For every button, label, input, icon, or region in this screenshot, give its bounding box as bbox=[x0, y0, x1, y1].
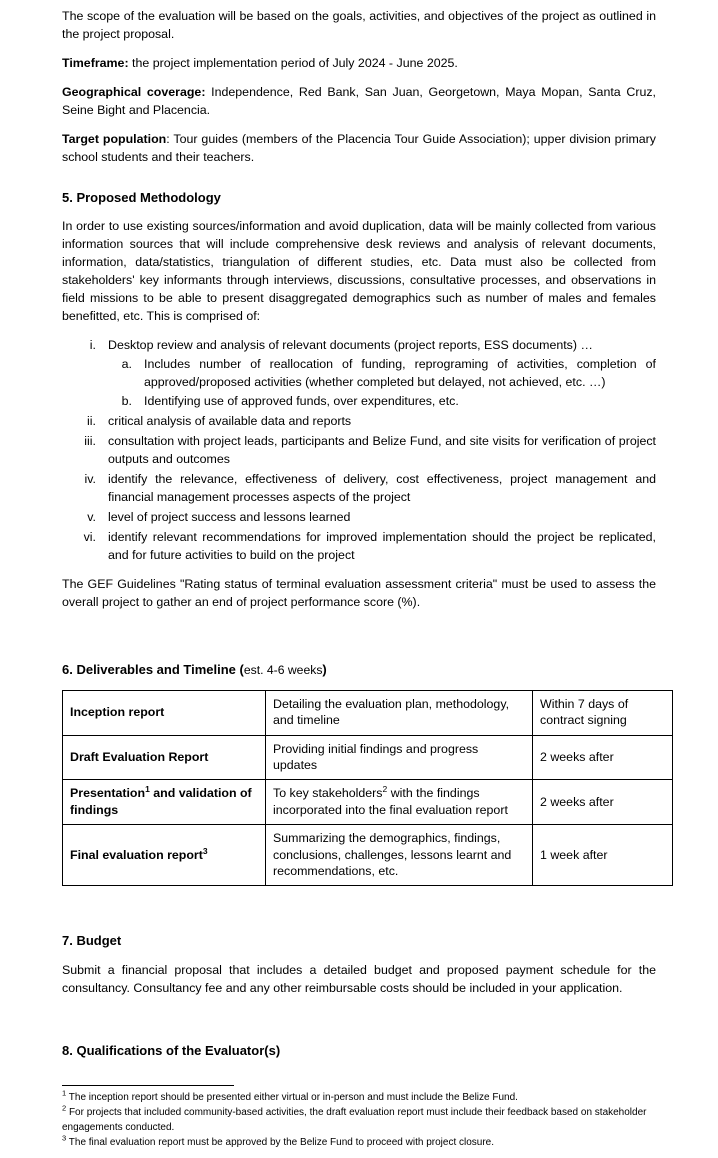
section-5-heading: 5. Proposed Methodology bbox=[62, 189, 221, 205]
timeframe-paragraph bbox=[62, 55, 656, 73]
deliverable-item bbox=[63, 780, 266, 825]
deliverable-item: Inception report bbox=[63, 690, 266, 735]
section-6-heading-tail: ) bbox=[322, 661, 327, 677]
list-item bbox=[62, 529, 656, 565]
timeframe-label: Timeframe: bbox=[62, 55, 129, 70]
deliverable-timeline: Within 7 days of contract signing bbox=[533, 690, 673, 735]
footnote bbox=[62, 1133, 656, 1151]
list-text: Identifying use of approved funds, over expenditures, etc. bbox=[144, 393, 459, 408]
list-text: Includes number of reallocation of funding, reprograming of activities, completion of approved/proposed activities (whether completed but delayed, not achieved, etc. …) bbox=[144, 356, 656, 389]
footnote-ref: 3 bbox=[202, 845, 208, 856]
footnote-ref: 2 bbox=[382, 784, 388, 795]
section-6-heading-main: 6. Deliverables and Timeline ( bbox=[62, 661, 244, 677]
deliverable-description: Detailing the evaluation plan, methodology, and timeline bbox=[266, 690, 533, 735]
target-population-label: Target population bbox=[62, 131, 167, 146]
list-marker: b. bbox=[121, 393, 132, 408]
geographical-text: Independence, Red Bank, San Juan, Georgetown, Maya Mopan, Santa Cruz, Seine Bight and Placencia. bbox=[62, 84, 656, 117]
list-item bbox=[108, 393, 656, 411]
footnote-marker: 3 bbox=[62, 1133, 67, 1143]
deliverable-description-text: with the findings incorporated into the final evaluation report bbox=[273, 786, 508, 817]
list-text: identify the relevance, effectiveness of delivery, cost effectiveness, project management and financial management processes aspects of the project bbox=[108, 471, 656, 504]
geographical-label: Geographical coverage: bbox=[62, 84, 206, 99]
deliverable-timeline: 1 week after bbox=[533, 825, 673, 886]
deliverable-item-text: Final evaluation report bbox=[70, 847, 203, 862]
table-row bbox=[63, 735, 673, 780]
geographical-paragraph bbox=[62, 84, 656, 120]
deliverable-description-pre: To key stakeholders bbox=[273, 786, 383, 801]
list-marker: v. bbox=[87, 509, 96, 524]
list-item bbox=[62, 337, 656, 411]
list-text: identify relevant recommendations for improved implementation should the project be replicated, and for future activities to build on the project bbox=[108, 529, 656, 562]
methodology-list bbox=[62, 337, 656, 565]
list-text: Desktop review and analysis of relevant documents (project reports, ESS documents) … bbox=[108, 337, 593, 352]
target-population-paragraph bbox=[62, 131, 656, 167]
footnote-text: For projects that included community-based activities, the draft evaluation report must include their feedback based on stakeholder engagements conducted. bbox=[62, 1107, 647, 1133]
list-marker: ii. bbox=[87, 413, 96, 428]
section-8-heading: 8. Qualifications of the Evaluator(s) bbox=[62, 1043, 281, 1059]
spacer bbox=[62, 1008, 656, 1020]
intro-paragraph: The scope of the evaluation will be based on the goals, activities, and objectives of the project as outlined in the project proposal. bbox=[62, 9, 656, 41]
deliverable-timeline: 2 weeks after bbox=[533, 735, 673, 780]
spacer bbox=[62, 623, 656, 635]
list-text: critical analysis of available data and reports bbox=[108, 413, 352, 428]
deliverable-description: Summarizing the demographics, findings, conclusions, challenges, lessons learnt and recommendations, etc. bbox=[266, 825, 533, 886]
list-marker: i. bbox=[89, 337, 96, 352]
timeframe-text: the project implementation period of July 2024 - June 2025. bbox=[128, 55, 458, 70]
footnote-text: The final evaluation report must be approved by the Belize Fund to proceed with project closure. bbox=[66, 1137, 495, 1149]
footnote-ref: 1 bbox=[145, 784, 150, 795]
footnote-marker: 2 bbox=[62, 1103, 67, 1113]
deliverable-item bbox=[63, 825, 266, 886]
footnotes bbox=[62, 1085, 656, 1151]
table-row bbox=[63, 780, 673, 825]
list-item bbox=[62, 509, 656, 527]
deliverable-item-tail: and validation of findings bbox=[70, 786, 252, 817]
target-population-text: : Tour guides (members of the Placencia Tour Guide Association); upper division primary school students and their teachers. bbox=[62, 131, 656, 164]
list-item bbox=[62, 413, 656, 431]
footnote bbox=[62, 1103, 656, 1135]
list-marker: iii. bbox=[84, 433, 96, 448]
section-7-paragraph: Submit a financial proposal that includes a detailed budget and proposed payment schedule for the consultancy. Consultancy fee and any other reimbursable costs should be included in your application. bbox=[62, 962, 656, 995]
list-marker: iv. bbox=[84, 471, 96, 486]
footnote-separator bbox=[62, 1085, 234, 1086]
footnote bbox=[62, 1088, 656, 1106]
list-item bbox=[62, 471, 656, 507]
list-marker: vi. bbox=[83, 529, 96, 544]
list-text: consultation with project leads, participants and Belize Fund, and site visits for verification of project outputs and outcomes bbox=[108, 433, 656, 466]
footnote-text: The inception report should be presented either virtual or in-person and must include the Belize Fund. bbox=[66, 1091, 518, 1103]
deliverable-item: Draft Evaluation Report bbox=[63, 735, 266, 780]
deliverable-description: Providing initial findings and progress updates bbox=[266, 735, 533, 780]
deliverable-timeline: 2 weeks after bbox=[533, 780, 673, 825]
section-5-paragraph: In order to use existing sources/information and avoid duplication, data will be mainly collected from various information sources that will include comprehensive desk reviews and analysis of relevant documents, information, data/statistics, triangulation of different studies, etc. Data must also be collected from stakeholders' key informants through interviews, discussions, consultative processes, and observations in field missions to be able to present disaggregated demographics such as number of males and females benefitted, etc. This is comprised of: bbox=[62, 219, 656, 323]
section-6-heading bbox=[62, 661, 656, 679]
table-row bbox=[63, 690, 673, 735]
list-text: level of project success and lessons learned bbox=[108, 509, 351, 524]
section-5-closing-paragraph: The GEF Guidelines "Rating status of terminal evaluation assessment criteria" must be used to assess the overall project to gather an end of project performance score (%). bbox=[62, 576, 656, 609]
list-marker: a. bbox=[121, 356, 132, 371]
deliverable-description bbox=[266, 780, 533, 825]
section-7-heading: 7. Budget bbox=[62, 933, 122, 949]
list-item bbox=[108, 356, 656, 392]
section-6-heading-note: est. 4-6 weeks bbox=[243, 662, 323, 677]
methodology-sublist bbox=[108, 356, 656, 411]
deliverables-table bbox=[62, 690, 673, 886]
list-item bbox=[62, 433, 656, 469]
deliverable-item-text: Presentation bbox=[70, 786, 146, 801]
spacer bbox=[62, 898, 656, 910]
footnote-marker: 1 bbox=[62, 1088, 67, 1098]
table-row bbox=[63, 825, 673, 886]
